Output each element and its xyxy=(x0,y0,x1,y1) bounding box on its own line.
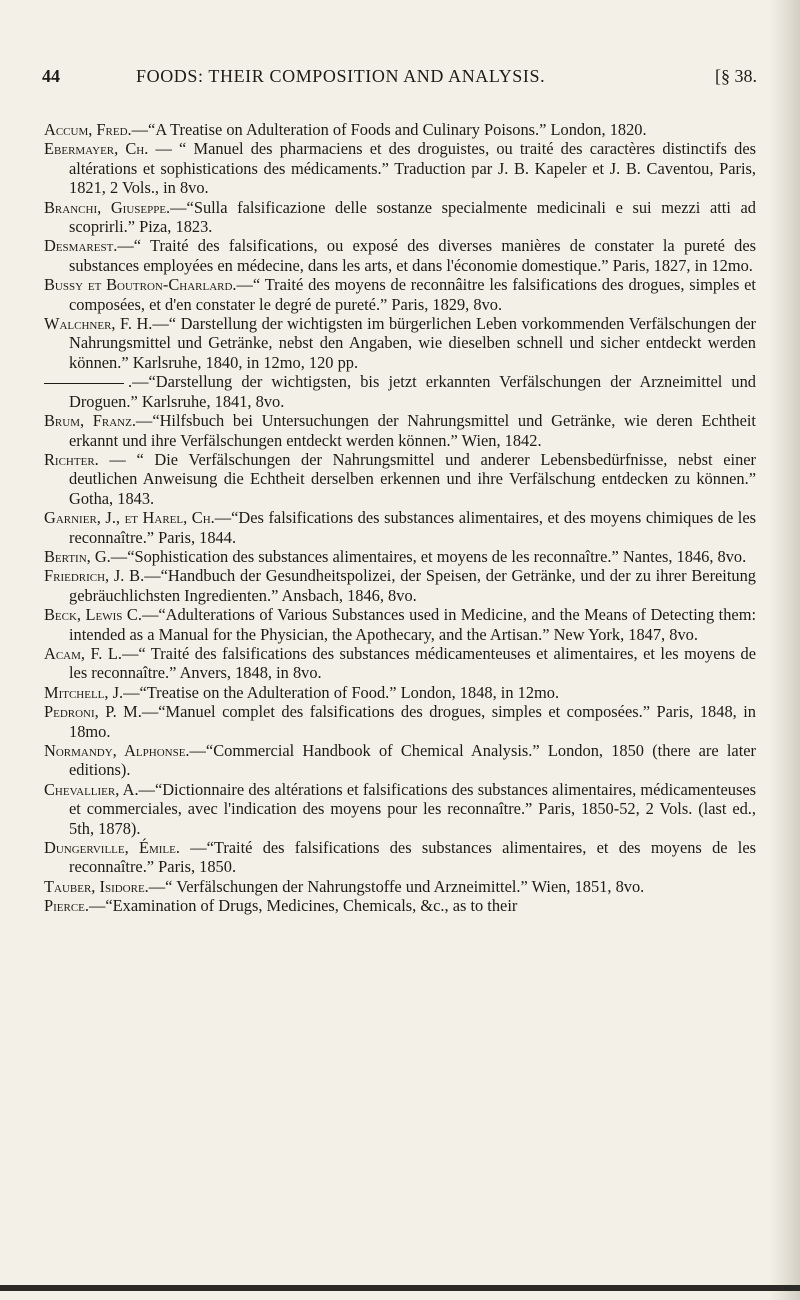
ditto-rule xyxy=(44,383,124,384)
bibliography-entry xyxy=(44,139,756,197)
bibliography-entry xyxy=(44,838,756,877)
entry-text: —“A Treatise on Adulteration of Foods and Culinary Poisons.” London, 1820. xyxy=(131,120,647,139)
bibliography-entry xyxy=(44,508,756,547)
entry-author: Walchner, F. H. xyxy=(44,314,153,334)
entry-text: —“ Darstellung der wichtigsten im bürgerlichen Leben vorkommenden Verfälschungen der Nahrungsmittel und Getränke, nebst den Angaben, wie dieselben schnell und sicher entdeckt werden können.” Karlsruhe, 1840, in 12mo, 120 pp. xyxy=(69,314,756,372)
bibliography-entry xyxy=(44,372,756,411)
entry-text: .—“Darstellung der wichtigsten, bis jetzt erkannten Verfälschungen der Arzneimittel und Droguen.” Karlsruhe, 1841, 8vo. xyxy=(69,372,756,411)
running-header xyxy=(42,66,757,96)
entry-text: —“Adulterations of Various Substances used in Medicine, and the Means of Detecting them: intended as a Manual for the Physician, the Apothecary, and the Artisan.” New York, 1847, 8vo. xyxy=(69,605,757,644)
entry-text: —“ Traité des moyens de reconnâitre les falsifications des drogues, simples et composées, et d'en constater le degré de pureté.” Paris, 1829, 8vo. xyxy=(69,275,756,314)
entry-author: Accum, Fred. xyxy=(44,120,132,139)
bibliography-entry xyxy=(44,877,756,896)
entry-text: —“Des falsifications des substances alimentaires, et des moyens chimiques de les reconnaître.” Paris, 1844. xyxy=(69,508,756,547)
entry-author: Beck, Lewis C. xyxy=(44,605,142,625)
entry-author: Acam, F. L. xyxy=(44,643,122,663)
entry-author: Branchi, Giuseppe. xyxy=(44,197,171,217)
entry-author: Desmarest. xyxy=(44,236,118,256)
bibliography-entry xyxy=(44,644,756,683)
entry-text: —“Traité des falsifications des substances alimentaires, et des moyens de les reconnaître.” Paris, 1850. xyxy=(69,838,757,877)
entry-author: Mitchell, J. xyxy=(44,682,124,702)
entry-author: Chevallier, A. xyxy=(44,779,139,799)
entry-text: —“Dictionnaire des altérations et falsifications des substances alimentaires, médicamenteuses et commerciales, avec l'indication des moyens pour les reconnaître.” Paris, 1850-52, 2 Vols. (last ed., 5th, 1878). xyxy=(69,779,756,838)
entry-author: Friedrich, J. B. xyxy=(44,566,145,586)
bibliography-entry xyxy=(44,411,756,450)
bibliography-entry xyxy=(44,314,756,372)
bibliography-entry xyxy=(44,605,756,644)
page-bottom-edge xyxy=(0,1285,800,1291)
entry-author: Pierce. xyxy=(44,896,89,916)
bibliography-entry xyxy=(44,236,756,275)
entry-text: — “ Die Verfälschungen der Nahrungsmittel und anderer Lebensbedürfnisse, nebst einer deutlichen Anweisung die Echtheit derselben erkennen und ihre Verfälschung entdecken zu können.” Gotha, 1843. xyxy=(69,449,756,508)
bibliography-entry xyxy=(44,120,756,139)
entry-text: —“ Verfälschungen der Nahrungstoffe und Arzneimittel.” Wien, 1851, 8vo. xyxy=(148,876,645,896)
entry-author: Bertin, G. xyxy=(44,546,111,566)
page-number: 44 xyxy=(42,66,60,86)
entry-author: Tauber, Isidore. xyxy=(44,876,149,896)
entry-author: Pedroni, P. M. xyxy=(44,702,142,722)
bibliography-entry xyxy=(44,896,756,915)
bibliography-entry xyxy=(44,450,756,508)
entry-text: — “ Manuel des pharmaciens et des droguistes, ou traité des caractères distinctifs des altérations et sophistications des médicaments.” Traduction par J. B. Kapeler et J. B. Caventou, Paris, 1821, 2 Vols., in 8vo. xyxy=(69,139,756,198)
bibliography-list xyxy=(44,120,756,916)
bibliography-entry xyxy=(44,198,756,237)
entry-text: —“ Traité des falsifications, ou exposé des diverses manières de constater la pureté des substances employées en médecine, dans les arts, et dans l'économie domestique.” Paris, 1827, in 12mo. xyxy=(69,236,756,275)
bibliography-entry xyxy=(44,702,756,741)
entry-author: Bussy et Boutron-Charlard. xyxy=(44,275,237,295)
bibliography-entry xyxy=(44,741,756,780)
section-marker: [§ 38. xyxy=(715,66,757,86)
entry-text: —“Commercial Handbook of Chemical Analysis.” London, 1850 (there are later editions). xyxy=(69,741,756,780)
entry-text: —“Treatise on the Adulteration of Food.” London, 1848, in 12mo. xyxy=(123,682,560,702)
entry-text: —“Manuel complet des falsifications des drogues, simples et composées.” Paris, 1848, in 18mo. xyxy=(69,702,756,741)
entry-author: Brum, Franz. xyxy=(44,411,136,431)
bibliography-entry xyxy=(44,566,756,605)
bibliography-entry xyxy=(44,547,756,566)
entry-text: —“ Traité des falsifications des substances médicamenteuses et alimentaires, et les moyens de les reconnaître.” Anvers, 1848, in 8vo. xyxy=(69,643,756,683)
page-edge-shadow xyxy=(770,0,800,1300)
entry-text: —“Hilfsbuch bei Untersuchungen der Nahrungsmittel und Getränke, wie deren Echtheit erkannt und ihre Verfälschungen entdeckt werden können.” Wien, 1842. xyxy=(69,411,756,450)
entry-author: Ebermayer, Ch. xyxy=(44,139,149,159)
entry-author: Garnier, J., et Harel, Ch. xyxy=(44,508,215,528)
bibliography-entry xyxy=(44,683,756,702)
entry-text: —“Handbuch der Gesundheitspolizei, der Speisen, der Getränke, und der zu ihrer Bereitung gebräuchlichsten Ingredienten.” Ansbach, 1846, 8vo. xyxy=(69,566,756,605)
entry-author: Normandy, Alphonse. xyxy=(44,741,190,760)
running-title: FOODS: THEIR COMPOSITION AND ANALYSIS. xyxy=(136,66,546,86)
entry-text: —“Examination of Drugs, Medicines, Chemicals, &c., as to their xyxy=(89,896,518,916)
entry-text: —“Sophistication des substances alimentaires, et moyens de les reconnaître.” Nantes, 1846, 8vo. xyxy=(110,546,747,566)
entry-author: Richter. xyxy=(44,449,99,469)
bibliography-entry xyxy=(44,275,756,314)
entry-author: Dungerville, Émile. xyxy=(44,838,180,858)
bibliography-entry xyxy=(44,780,756,838)
entry-text: —“Sulla falsificazione delle sostanze specialmente medicinali e sui mezzi atti ad scoprirli.” Piza, 1823. xyxy=(69,197,756,237)
